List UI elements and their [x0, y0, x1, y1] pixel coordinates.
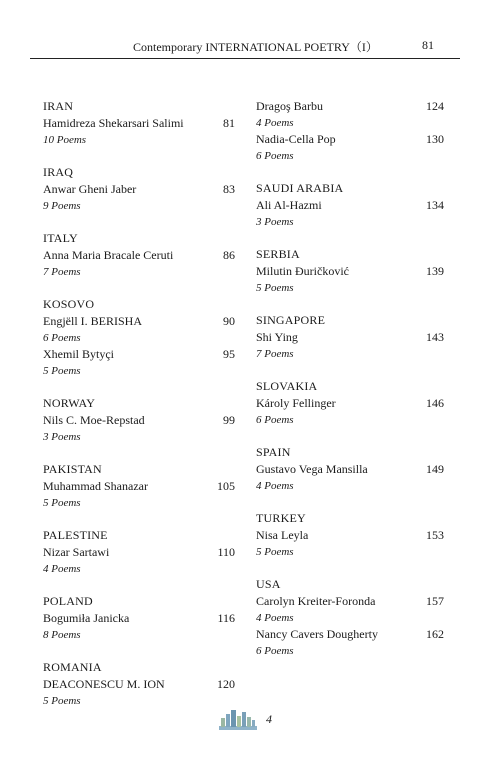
running-header — [30, 38, 460, 58]
poem-count: 4 Poems — [256, 612, 294, 624]
toc-country-group — [43, 164, 235, 214]
poem-count: 9 Poems — [43, 200, 81, 212]
poet-name: DEACONESCU M. ION — [43, 677, 165, 691]
header-divider — [30, 58, 460, 59]
country-heading: SERBIA — [256, 247, 300, 261]
entry-page-number: 139 — [426, 264, 444, 278]
toc-entry[interactable] — [256, 131, 444, 148]
entry-page-number: 143 — [426, 330, 444, 344]
poem-count: 5 Poems — [43, 695, 81, 707]
poet-name: Károly Fellinger — [256, 396, 336, 410]
toc-country-group — [256, 98, 444, 164]
poet-name: Nils C. Moe-Repstad — [43, 413, 145, 427]
country-heading: PALESTINE — [43, 528, 108, 542]
toc-country-group — [43, 461, 235, 511]
poem-count: 6 Poems — [256, 150, 294, 162]
toc-entry[interactable] — [43, 247, 235, 264]
entry-page-number: 86 — [223, 248, 235, 262]
toc-entry[interactable] — [256, 593, 444, 610]
country-heading: IRAN — [43, 99, 74, 113]
entry-page-number: 134 — [426, 198, 444, 212]
running-header-page-number: 81 — [422, 38, 434, 52]
toc-entry[interactable] — [256, 395, 444, 412]
toc-country-group — [256, 510, 444, 560]
poet-name: Muhammad Shanazar — [43, 479, 148, 493]
toc-entry[interactable] — [256, 98, 444, 115]
poet-name: Nancy Cavers Dougherty — [256, 627, 378, 641]
toc-entry[interactable] — [256, 263, 444, 280]
toc-country-group — [256, 444, 444, 494]
entry-page-number: 95 — [223, 347, 235, 361]
toc-entry[interactable] — [256, 329, 444, 346]
toc-entry[interactable] — [256, 527, 444, 544]
toc-country-group — [256, 246, 444, 296]
entry-page-number: 81 — [223, 116, 235, 130]
city-skyline-icon — [219, 708, 257, 730]
page-footer — [0, 706, 490, 732]
country-heading: KOSOVO — [43, 297, 95, 311]
country-heading: SINGAPORE — [256, 313, 326, 327]
country-heading: SLOVAKIA — [256, 379, 318, 393]
toc-country-group — [256, 312, 444, 362]
poem-count: 3 Poems — [256, 216, 294, 228]
poet-name: Nizar Sartawi — [43, 545, 110, 559]
toc-country-group — [43, 527, 235, 577]
toc-country-group — [256, 180, 444, 230]
poem-count: 10 Poems — [43, 134, 87, 146]
entry-page-number: 162 — [426, 627, 444, 641]
poem-count: 4 Poems — [256, 480, 294, 492]
running-header-title: Contemporary INTERNATIONAL POETRY（I） — [133, 40, 378, 54]
entry-page-number: 153 — [426, 528, 444, 542]
entry-page-number: 116 — [217, 611, 235, 625]
toc-entry[interactable] — [43, 478, 235, 495]
poem-count: 5 Poems — [256, 546, 294, 558]
poet-name: Nisa Leyla — [256, 528, 309, 542]
poet-name: Anwar Gheni Jaber — [43, 182, 137, 196]
poet-name: Ali Al-Hazmi — [256, 198, 322, 212]
entry-page-number: 149 — [426, 462, 444, 476]
entry-page-number: 90 — [223, 314, 235, 328]
poem-count: 6 Poems — [256, 645, 294, 657]
toc-entry[interactable] — [43, 610, 235, 627]
toc-country-group — [43, 296, 235, 379]
toc-country-group — [43, 659, 235, 709]
poet-name: Nadia-Cella Pop — [256, 132, 336, 146]
toc-entry[interactable] — [256, 626, 444, 643]
country-heading: ROMANIA — [43, 660, 102, 674]
entry-page-number: 105 — [217, 479, 235, 493]
poem-count: 6 Poems — [43, 332, 81, 344]
poem-count: 3 Poems — [43, 431, 81, 443]
toc-entry[interactable] — [43, 544, 235, 561]
country-heading: POLAND — [43, 594, 93, 608]
poet-name: Bogumiła Janicka — [43, 611, 130, 625]
toc-country-group — [256, 378, 444, 428]
poet-name: Shi Ying — [256, 330, 298, 344]
entry-page-number: 130 — [426, 132, 444, 146]
poet-name: Milutin Đuričković — [256, 264, 349, 278]
country-heading: SPAIN — [256, 445, 291, 459]
toc-country-group — [43, 395, 235, 445]
toc-entry[interactable] — [43, 346, 235, 363]
toc-country-group — [256, 576, 444, 659]
toc-entry[interactable] — [43, 115, 235, 132]
toc-entry[interactable] — [43, 181, 235, 198]
poem-count: 4 Poems — [43, 563, 81, 575]
entry-page-number: 99 — [223, 413, 235, 427]
poet-name: Engjëll I. BERISHA — [43, 314, 142, 328]
poet-name: Xhemil Bytyçi — [43, 347, 114, 361]
country-heading: USA — [256, 577, 281, 591]
entry-page-number: 146 — [426, 396, 444, 410]
poem-count: 4 Poems — [256, 117, 294, 129]
toc-country-group — [43, 98, 235, 148]
poem-count: 5 Poems — [43, 497, 81, 509]
poet-name: Gustavo Vega Mansilla — [256, 462, 368, 476]
country-heading: SAUDI ARABIA — [256, 181, 344, 195]
country-heading: PAKISTAN — [43, 462, 102, 476]
poem-count: 5 Poems — [43, 365, 81, 377]
poem-count: 6 Poems — [256, 414, 294, 426]
poet-name: Carolyn Kreiter-Foronda — [256, 594, 376, 608]
entry-page-number: 157 — [426, 594, 444, 608]
country-heading: ITALY — [43, 231, 78, 245]
poem-count: 7 Poems — [256, 348, 294, 360]
toc-right-column — [256, 98, 444, 675]
entry-page-number: 83 — [223, 182, 235, 196]
country-heading: IRAQ — [43, 165, 74, 179]
entry-page-number: 120 — [217, 677, 235, 691]
poem-count: 5 Poems — [256, 282, 294, 294]
toc-entry[interactable] — [43, 412, 235, 429]
toc-left-column — [43, 98, 235, 725]
country-heading: NORWAY — [43, 396, 96, 410]
poem-count: 7 Poems — [43, 266, 81, 278]
toc-entry[interactable] — [43, 676, 235, 693]
toc-entry[interactable] — [256, 461, 444, 478]
toc-entry[interactable] — [43, 313, 235, 330]
poem-count: 8 Poems — [43, 629, 81, 641]
poet-name: Anna Maria Bracale Ceruti — [43, 248, 174, 262]
country-heading: TURKEY — [256, 511, 306, 525]
toc-country-group — [43, 230, 235, 280]
poet-name: Dragoş Barbu — [256, 99, 323, 113]
entry-page-number: 110 — [217, 545, 235, 559]
poet-name: Hamidreza Shekarsari Salimi — [43, 116, 184, 130]
footer-page-number: 4 — [266, 712, 272, 726]
toc-entry[interactable] — [256, 197, 444, 214]
entry-page-number: 124 — [426, 99, 444, 113]
toc-country-group — [43, 593, 235, 643]
